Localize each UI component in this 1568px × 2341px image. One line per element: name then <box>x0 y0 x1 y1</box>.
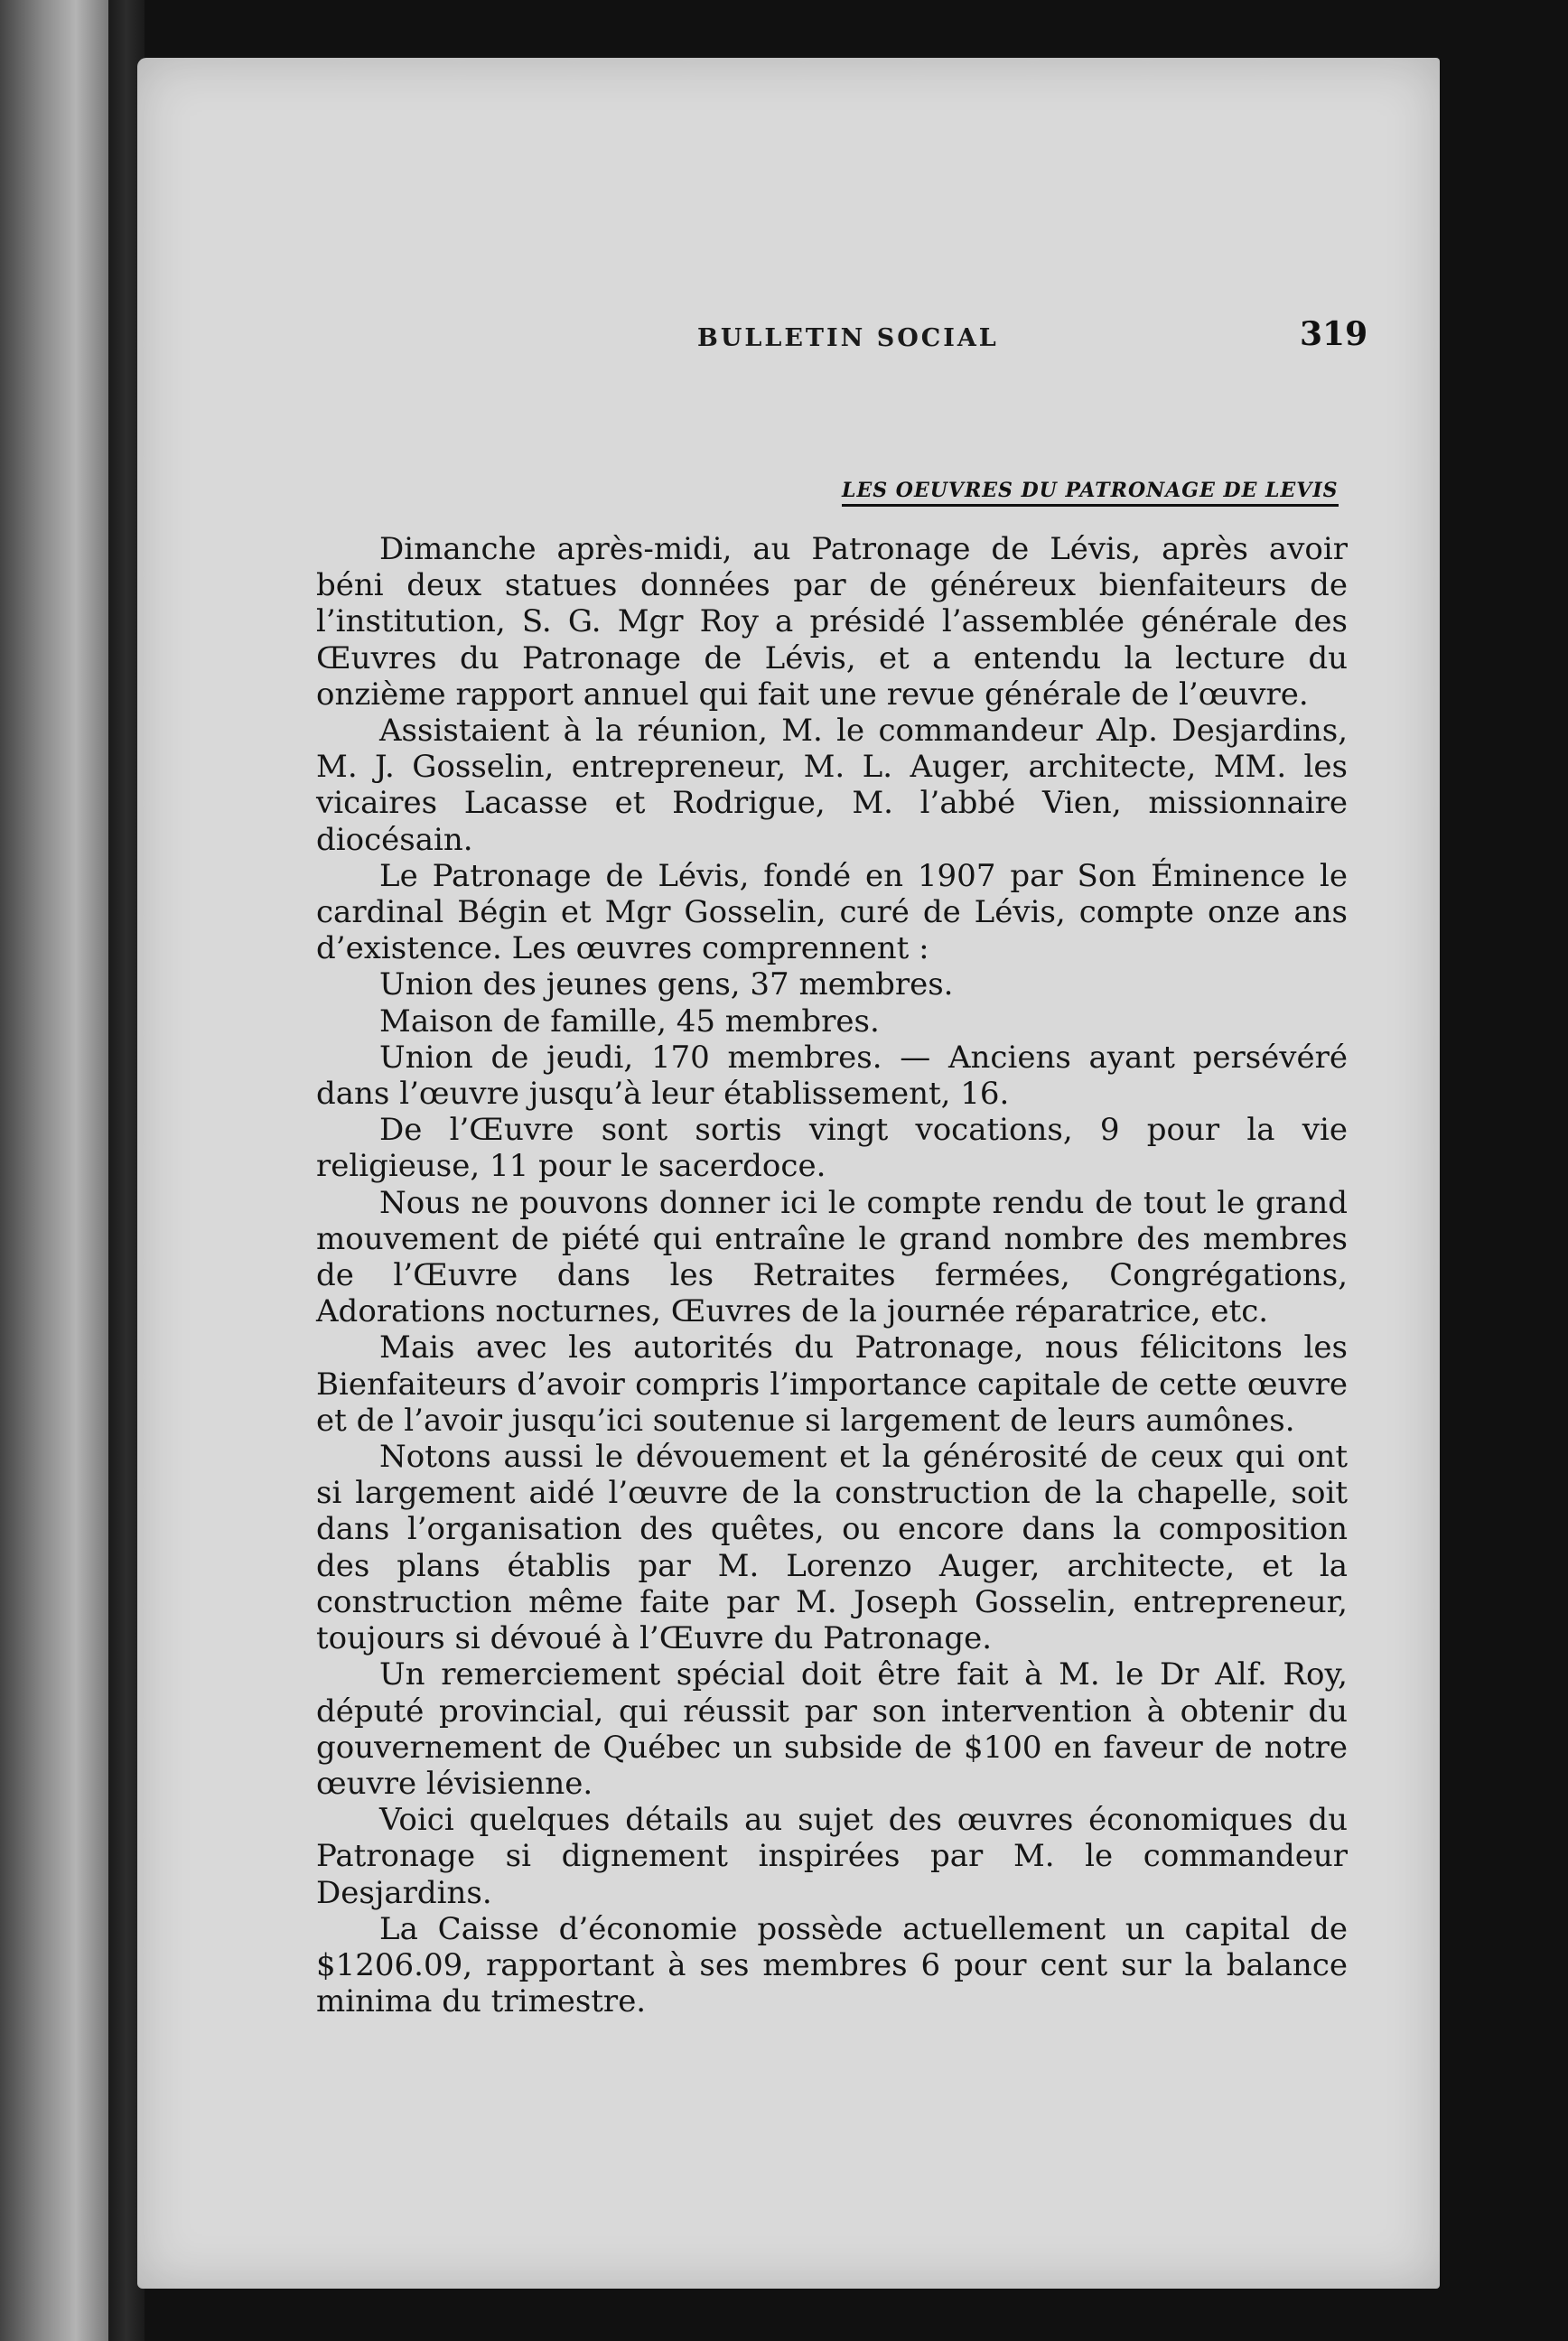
list-item: Union des jeunes gens, 37 membres. <box>379 966 954 1003</box>
list-item: Union de jeudi, 170 membres. — Anciens ayant persévéré dans l’œuvre jusqu’à leur établissement, 16. <box>316 1039 1348 1113</box>
running-head <box>137 315 1440 369</box>
running-title: BULLETIN SOCIAL <box>697 324 999 352</box>
article-body <box>316 531 1348 2019</box>
paragraph: La Caisse d’économie possède actuellement un capital de $1206.09, rapportant à ses membres 6 pour cent sur la balance minima du trimestre. <box>316 1910 1348 2020</box>
page-number: 319 <box>1300 315 1368 353</box>
paragraph: De l’Œuvre sont sortis vingt vocations, 9 pour la vie religieuse, 11 pour le sacerdoce. <box>316 1112 1348 1185</box>
paragraph: Mais avec les autorités du Patronage, nous félicitons les Bienfaiteurs d’avoir compris l’importance capitale de cette œuvre et de l’avoir jusqu’ici soutenue si largement de leurs aumônes. <box>316 1329 1348 1439</box>
paragraph: Dimanche après-midi, au Patronage de Lévis, après avoir béni deux statues données par de généreux bienfaiteurs de l’institution, S. G. Mgr Roy a présidé l’assemblée générale des Œuvres du Patronage de Lévis, et a entendu la lecture du onzième rapport annuel qui fait une revue générale de l’œuvre. <box>316 531 1348 713</box>
list-item: Maison de famille, 45 membres. <box>379 1003 880 1040</box>
book-page <box>137 58 1440 2289</box>
paragraph: Nous ne pouvons donner ici le compte rendu de tout le grand mouvement de piété qui entraîne le grand nombre des membres de l’Œuvre dans les Retraites fermées, Congrégations, Adorations nocturnes, Œuvres de la journée réparatrice, etc. <box>316 1184 1348 1330</box>
paragraph: Un remerciement spécial doit être fait à M. le Dr Alf. Roy, député provincial, qui réussit par son intervention à obtenir du gouvernement de Québec un subside de $100 en faveur de notre œuvre lévisienne. <box>316 1656 1348 1802</box>
paragraph: Le Patronage de Lévis, fondé en 1907 par Son Éminence le cardinal Bégin et Mgr Gosselin, curé de Lévis, compte onze ans d’existence. Les œuvres comprennent : <box>316 857 1348 967</box>
section-title: LES OEUVRES DU PATRONAGE DE LEVIS <box>842 479 1339 507</box>
facing-page-edge <box>0 0 108 2341</box>
paragraph: Voici quelques détails au sujet des œuvres économiques du Patronage si dignement inspirées par M. le commandeur Desjardins. <box>316 1802 1348 1911</box>
paragraph: Notons aussi le dévouement et la générosité de ceux qui ont si largement aidé l’œuvre de la construction de la chapelle, soit dans l’organisation des quêtes, ou encore dans la composition des plans établis par M. Lorenzo Auger, architecte, et la construction même faite par M. Joseph Gosselin, entrepreneur, toujours si dévoué à l’Œuvre du Patronage. <box>316 1439 1348 1657</box>
paragraph: Assistaient à la réunion, M. le commandeur Alp. Desjardins, M. J. Gosselin, entrepreneur, M. L. Auger, architecte, MM. les vicaires Lacasse et Rodrigue, M. l’abbé Vien, missionnaire diocésain. <box>316 713 1348 858</box>
